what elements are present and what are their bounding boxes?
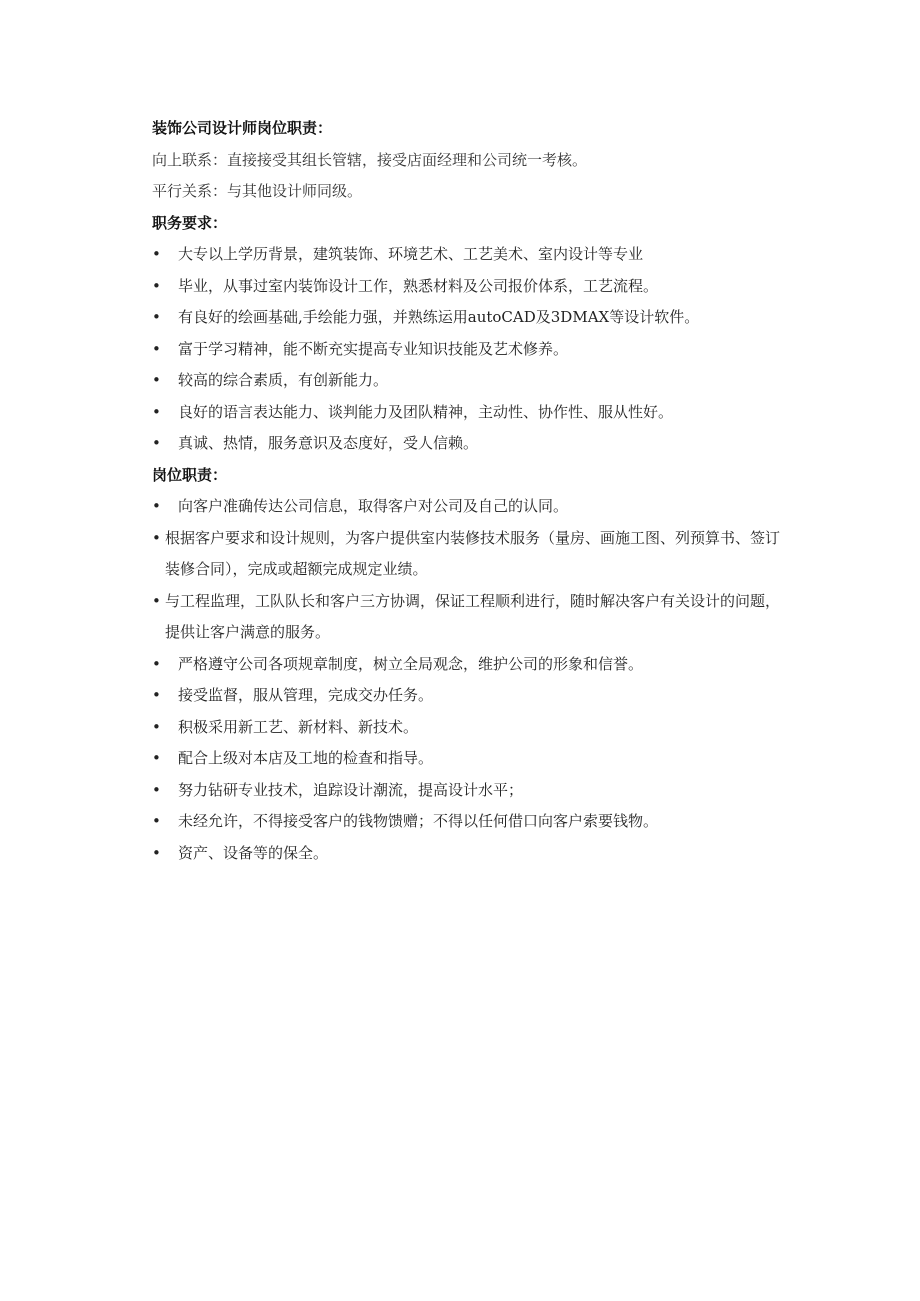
bullet-icon: • — [152, 339, 161, 358]
duty-item — [152, 680, 792, 712]
requirement-item — [152, 302, 792, 334]
bullet-icon: • — [152, 654, 161, 673]
duty-text: 接受监督，服从管理，完成交办任务。 — [178, 686, 434, 704]
duty-item — [152, 586, 792, 649]
bullet-icon: • — [152, 434, 161, 452]
bullet-icon: • — [152, 780, 161, 799]
duty-item — [152, 743, 792, 775]
duty-item — [152, 523, 792, 586]
requirement-item — [152, 334, 792, 366]
duty-text: 根据客户要求和设计规则，为客户提供室内装修技术服务（量房、画施工图、列预算书、签订装修合同），完成或超额完成规定业绩。 — [165, 528, 781, 578]
duty-text: 严格遵守公司各项规章制度，树立全局观念，维护公司的形象和信誉。 — [178, 654, 644, 673]
requirement-text: 大专以上学历背景，建筑装饰、环境艺术、工艺美术、室内设计等专业 — [178, 245, 644, 263]
bullet-icon: • — [152, 308, 161, 326]
peer-relation-line: 平行关系：与其他设计师同级。 — [152, 182, 363, 200]
duty-item — [152, 775, 792, 807]
requirement-text: 较高的综合素质，有创新能力。 — [178, 371, 389, 389]
duty-item — [152, 649, 792, 681]
requirement-text: 有良好的绘画基础,手绘能力强，并熟练运用autoCAD及3DMAX等设计软件。 — [178, 308, 700, 326]
requirement-text: 富于学习精神，能不断充实提高专业知识技能及艺术修养。 — [178, 339, 569, 358]
bullet-icon: • — [152, 843, 161, 862]
duty-item — [152, 806, 792, 838]
document-title: 装饰公司设计师岗位职责： — [152, 119, 333, 137]
bullet-icon: • — [152, 276, 161, 295]
duty-item — [152, 838, 792, 870]
bullet-icon: • — [152, 717, 161, 736]
duty-item — [152, 712, 792, 744]
duty-text: 向客户准确传达公司信息，取得客户对公司及自己的认同。 — [178, 497, 569, 515]
bullet-icon: • — [152, 402, 161, 421]
requirement-item — [152, 365, 792, 397]
document-body — [152, 113, 792, 869]
requirement-text: 毕业，从事过室内装饰设计工作，熟悉材料及公司报价体系，工艺流程。 — [178, 276, 659, 295]
bullet-icon: • — [152, 245, 161, 263]
bullet-icon: • — [152, 812, 161, 830]
requirement-item — [152, 397, 792, 429]
bullet-icon: • — [152, 528, 161, 547]
duty-text: 与工程监理，工队队长和客户三方协调，保证工程顺利进行，随时解决客户有关设计的问题，提供让客户满意的服务。 — [165, 591, 781, 641]
bullet-icon: • — [152, 497, 161, 515]
requirement-text: 良好的语言表达能力、谈判能力及团队精神，主动性、协作性、服从性好。 — [178, 402, 674, 421]
duty-item — [152, 491, 792, 523]
requirement-item — [152, 428, 792, 460]
reporting-line: 向上联系：直接接受其组长管辖，接受店面经理和公司统一考核。 — [152, 150, 588, 169]
duty-text: 资产、设备等的保全。 — [178, 843, 329, 862]
duty-text: 未经允许，不得接受客户的钱物馈赠；不得以任何借口向客户索要钱物。 — [178, 812, 659, 830]
duties-heading: 岗位职责： — [152, 465, 228, 484]
duty-text: 配合上级对本店及工地的检查和指导。 — [178, 749, 434, 767]
bullet-icon: • — [152, 371, 161, 389]
requirement-item — [152, 239, 792, 271]
requirements-heading: 职务要求： — [152, 213, 228, 232]
bullet-icon: • — [152, 686, 161, 704]
duty-text: 积极采用新工艺、新材料、新技术。 — [178, 717, 419, 736]
bullet-icon: • — [152, 749, 161, 767]
duty-text: 努力钻研专业技术，追踪设计潮流，提高设计水平； — [178, 780, 524, 799]
requirement-text: 真诚、热情，服务意识及态度好，受人信赖。 — [178, 434, 479, 452]
requirement-item — [152, 271, 792, 303]
bullet-icon: • — [152, 591, 161, 610]
